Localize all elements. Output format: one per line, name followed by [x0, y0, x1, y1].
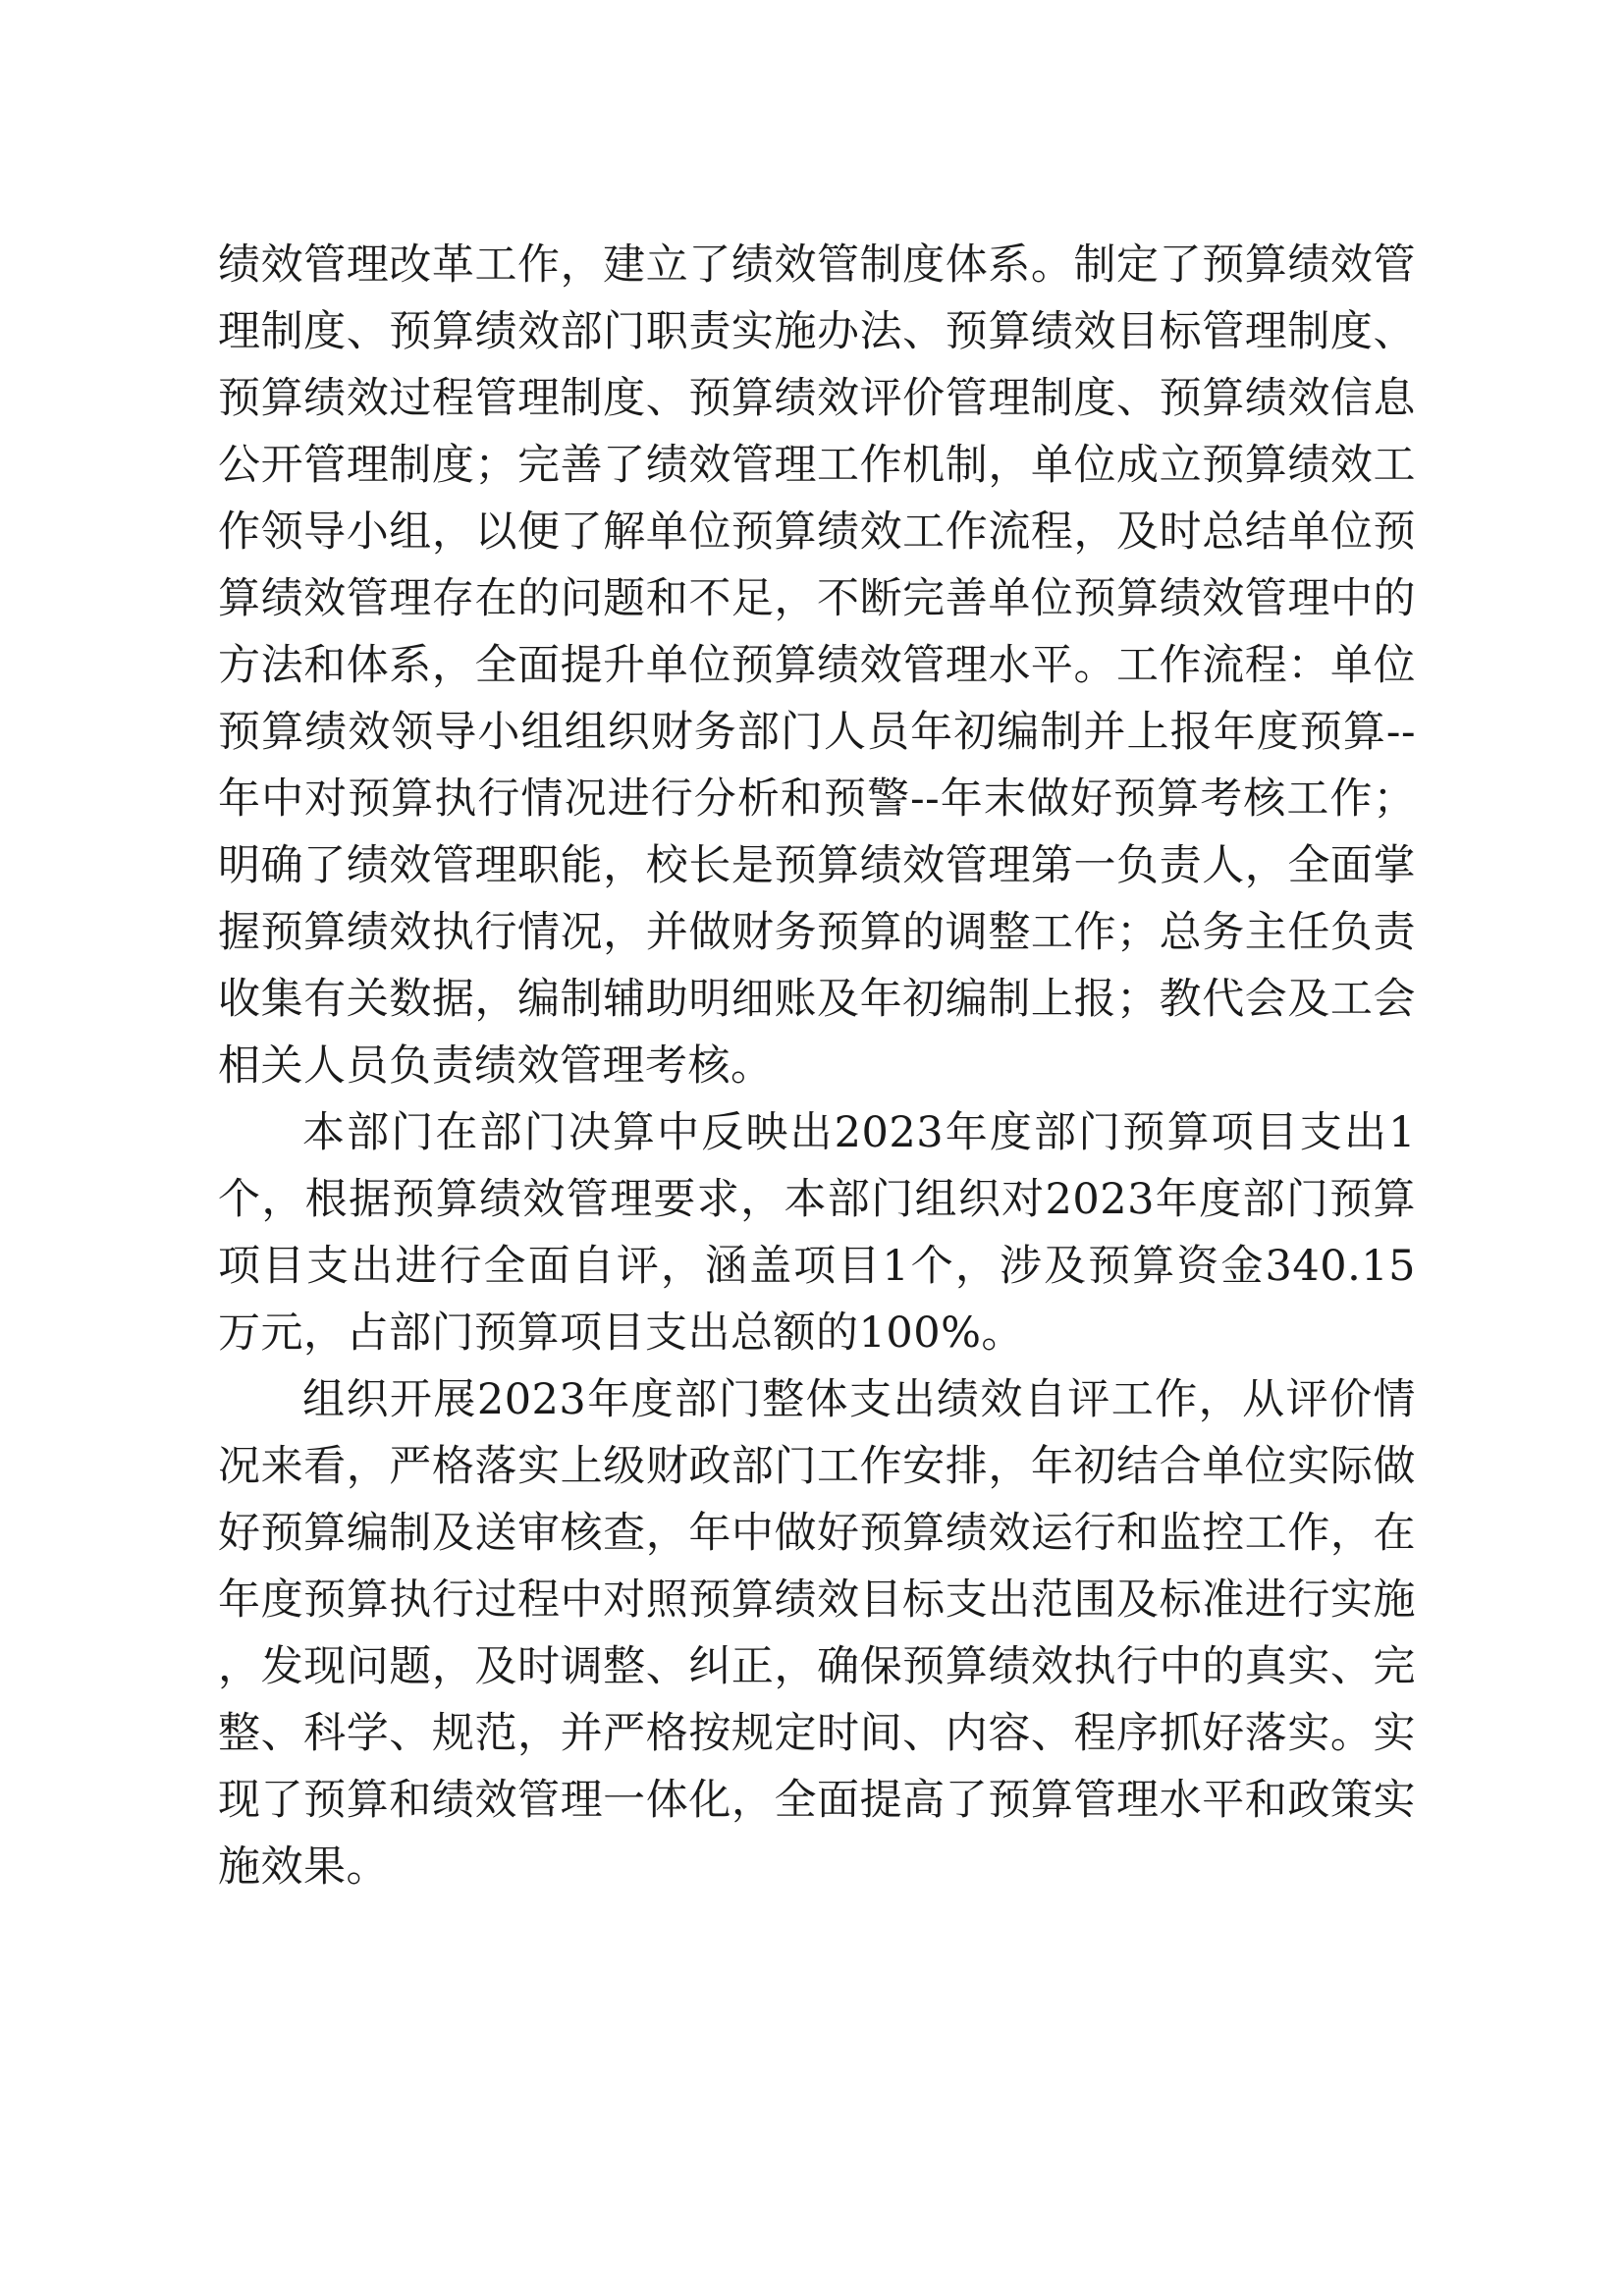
paragraph-project-expenditure: 本部门在部门决算中反映出2023年度部门预算项目支出1个，根据预算绩效管理要求，本部门组织对2023年度部门预算项目支出进行全面自评，涵盖项目1个，涉及预算资金340.15万元，占部门预算项目支出总额的100%。 — [218, 1108, 1416, 1358]
paragraph-continuation: 绩效管理改革工作，建立了绩效管制度体系。制定了预算绩效管理制度、预算绩效部门职责实施办法、预算绩效目标管理制度、预算绩效过程管理制度、预算绩效评价管理制度、预算绩效信息公开管理制度；完善了绩效管理工作机制，单位成立预算绩效工作领导小组，以便了解单位预算绩效工作流程，及时总结单位预算绩效管理存在的问题和不足，不断完善单位预算绩效管理中的方法和体系，全面提升单位预算绩效管理水平。工作流程：单位预算绩效领导小组组织财务部门人员年初编制并上报年度预算--年中对预算执行情况进行分析和预警--年末做好预算考核工作；明确了绩效管理职能，校长是预算绩效管理第一负责人，全面掌握预算绩效执行情况，并做财务预算的调整工作；总务主任负责收集有关数据，编制辅助明细账及年初编制上报；教代会及工会相关人员负责绩效管理考核。 — [218, 240, 1416, 1091]
paragraph-self-evaluation: 组织开展2023年度部门整体支出绩效自评工作，从评价情况来看，严格落实上级财政部门工作安排，年初结合单位实际做好预算编制及送审核查，年中做好预算绩效运行和监控工作，在年度预算执行过程中对照预算绩效目标支出范围及标准进行实施，发现问题，及时调整、纠正，确保预算绩效执行中的真实、完整、科学、规范，并严格按规定时间、内容、程序抓好落实。实现了预算和绩效管理一体化，全面提高了预算管理水平和政策实施效果。 — [218, 1375, 1416, 1892]
document-body — [218, 232, 1416, 1900]
